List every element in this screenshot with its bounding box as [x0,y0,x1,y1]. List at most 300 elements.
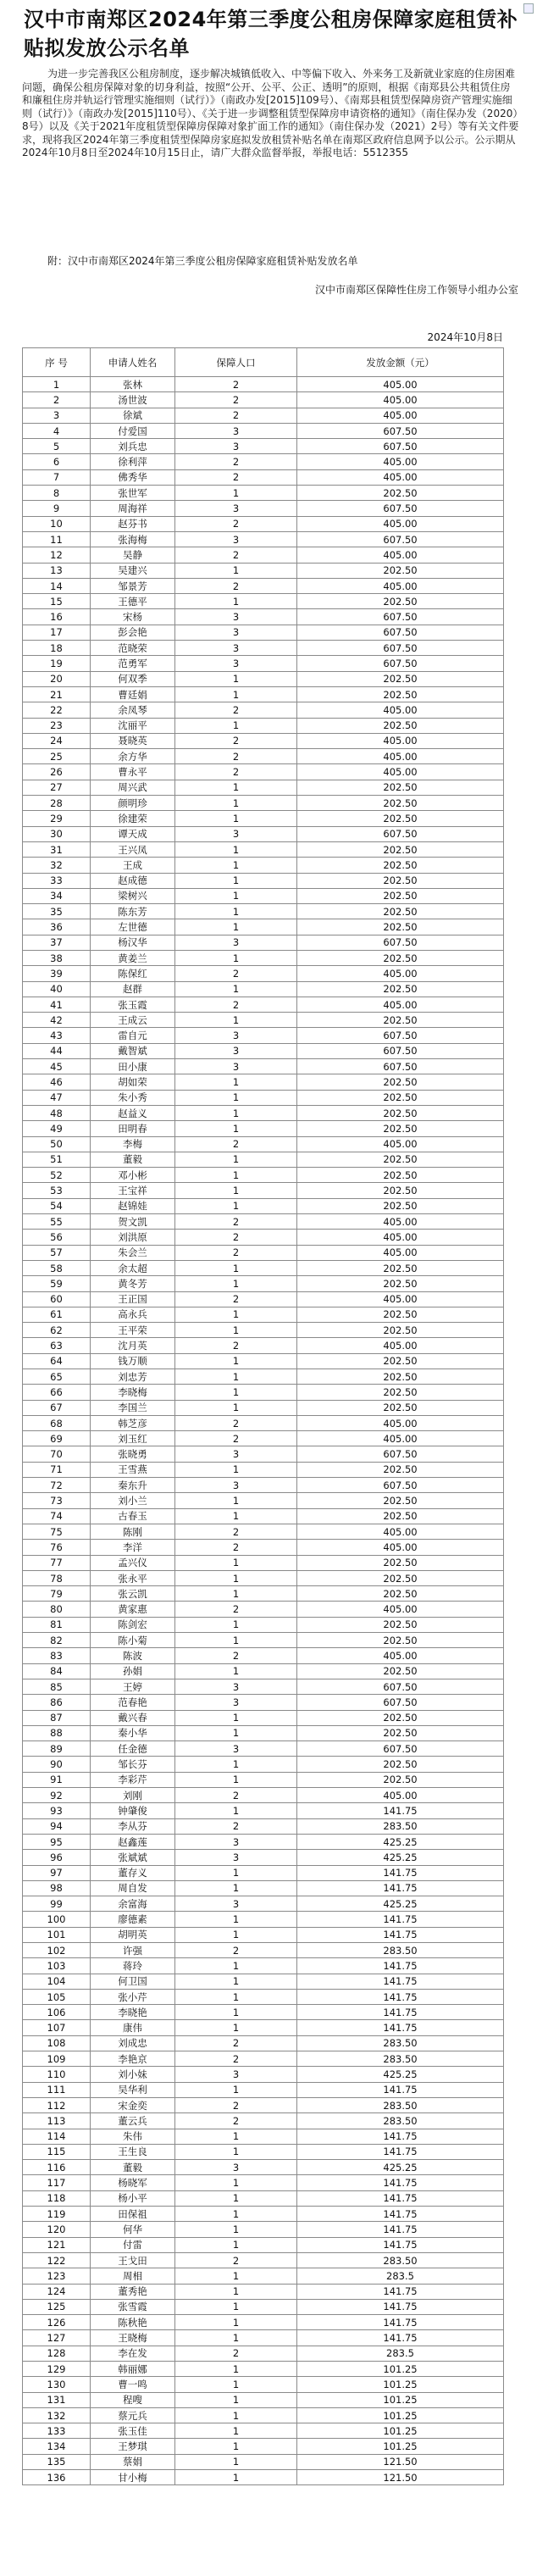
table-row [23,1648,504,1663]
cell-amount: 101.25 [297,2362,504,2377]
cell-name: 王戈田 [91,2252,175,2268]
cell-name: 朱伟 [91,2129,175,2144]
table-row [23,2362,504,2377]
cell-amount: 141.75 [297,2299,504,2314]
cell-amount: 405.00 [297,1602,504,1617]
table-row [23,1260,504,1275]
cell-seq: 44 [23,1043,91,1058]
cell-count: 1 [175,671,297,686]
cell-name: 周相 [91,2268,175,2284]
cell-name: 古春玉 [91,1508,175,1524]
cell-name: 黄冬芳 [91,1276,175,1291]
cell-seq: 64 [23,1353,91,1368]
cell-count: 1 [175,1183,297,1198]
table-row [23,1633,504,1648]
cell-seq: 3 [23,408,91,423]
table-row [23,1385,504,1400]
table-row [23,826,504,841]
cell-seq: 128 [23,2346,91,2361]
cell-amount: 607.50 [297,641,504,656]
cell-count: 2 [175,408,297,423]
cell-seq: 41 [23,997,91,1012]
cell-name: 张海梅 [91,531,175,547]
cell-count: 1 [175,2190,297,2206]
table-row [23,2020,504,2035]
cell-seq: 10 [23,516,91,531]
table-row [23,2470,504,2485]
cell-count: 1 [175,1927,297,1942]
cell-seq: 116 [23,2160,91,2175]
cell-amount: 141.75 [297,2129,504,2144]
cell-name: 王成云 [91,1013,175,1028]
cell-name: 吴静 [91,547,175,563]
cell-seq: 11 [23,531,91,547]
table-row [23,935,504,950]
cell-count: 2 [175,733,297,748]
table-row [23,2423,504,2439]
table-row [23,2284,504,2299]
cell-amount: 405.00 [297,1245,504,1260]
table-row [23,981,504,997]
table-row [23,764,504,780]
cell-count: 2 [175,469,297,485]
cell-seq: 84 [23,1663,91,1679]
cell-seq: 19 [23,656,91,671]
cell-name: 陈秋艳 [91,2315,175,2330]
cell-count: 1 [175,1633,297,1648]
table-row [23,609,504,625]
cell-name: 戴智斌 [91,1043,175,1058]
cell-count: 1 [175,1323,297,1338]
cell-count: 1 [175,2407,297,2423]
cell-seq: 117 [23,2175,91,2190]
cell-seq: 91 [23,1772,91,1787]
cell-seq: 73 [23,1493,91,1508]
table-row [23,1028,504,1043]
cell-count: 1 [175,1586,297,1602]
cell-seq: 88 [23,1725,91,1740]
cell-seq: 114 [23,2129,91,2144]
cell-name: 张玉佳 [91,2423,175,2439]
table-row [23,1168,504,1183]
cell-seq: 52 [23,1168,91,1183]
cell-seq: 101 [23,1927,91,1942]
cell-count: 1 [175,1958,297,1974]
cell-count: 1 [175,2439,297,2454]
table-row [23,594,504,609]
cell-count: 2 [175,1136,297,1152]
cell-seq: 53 [23,1183,91,1198]
table-row [23,423,504,438]
table-row [23,2346,504,2361]
cell-name: 何卫国 [91,1974,175,1989]
cell-name: 黄姜兰 [91,950,175,965]
cell-amount: 202.50 [297,841,504,857]
cell-count: 2 [175,2346,297,2361]
cell-count: 3 [175,1446,297,1462]
table-row [23,1788,504,1803]
cell-name: 董秀艳 [91,2284,175,2299]
cell-count: 2 [175,516,297,531]
cell-amount: 202.50 [297,1353,504,1368]
cell-name: 余凤琴 [91,702,175,718]
cell-seq: 51 [23,1152,91,1167]
table-row [23,1415,504,1430]
table-row [23,408,504,423]
intro-paragraph: 为进一步完善我区公租房制度，逐步解决城镇低收入、中等偏下收入、外来务工及新就业家庭的住房困难问题，确保公租房保障对象的切身利益，按照“公开、公平、公正、透明”的原则，根据《南郑县公共租赁住房和廉租住房并轨运行管理实施细则（试行）》（南政办发[2015]109号）、《南郑县租赁型保障房资产管理实施细则（试行）》（南政办发[2015]110号）、《关于进一步调整租赁型保障房申请资格的通知》（南住保办发（2020）8号）以及《关于2021年度租赁型保障房保障对象扩面工作的通知》（南住保办发（2021）2号）等有关文件要求，现将我区2024年第三季度租赁型保障房家庭拟发放租赁补贴名单在南郑区政府信息网予以公示。公示期从2024年10月8日至2024年10月15日止，请广大群众监督举报，举报电话：5512355 [22,68,519,158]
cell-seq: 126 [23,2315,91,2330]
table-row [23,733,504,748]
cell-seq: 78 [23,1570,91,1585]
cell-name: 左世德 [91,919,175,935]
cell-name: 陈保红 [91,966,175,981]
cell-count: 1 [175,1772,297,1787]
cell-amount: 202.50 [297,1307,504,1322]
cell-seq: 134 [23,2439,91,2454]
cell-name: 谭天成 [91,826,175,841]
cell-name: 张小芹 [91,1989,175,2004]
cell-name: 朱会兰 [91,1245,175,1260]
cell-seq: 107 [23,2020,91,2035]
expand-icon[interactable] [523,3,534,14]
cell-seq: 18 [23,641,91,656]
cell-seq: 66 [23,1385,91,1400]
cell-name: 李梅 [91,1136,175,1152]
cell-count: 1 [175,1663,297,1679]
cell-name: 王正国 [91,1291,175,1307]
cell-count: 1 [175,1074,297,1090]
table-row [23,1570,504,1585]
cell-seq: 112 [23,2097,91,2112]
cell-amount: 405.00 [297,1788,504,1803]
cell-amount: 141.75 [297,1958,504,1974]
cell-amount: 405.00 [297,733,504,748]
cell-count: 1 [175,950,297,965]
cell-amount: 283.50 [297,2035,504,2051]
cell-name: 李晓艳 [91,2005,175,2020]
cell-name: 李在发 [91,2346,175,2361]
cell-count: 2 [175,1942,297,1957]
cell-seq: 113 [23,2113,91,2129]
cell-amount: 405.00 [297,454,504,469]
cell-name: 钱万顺 [91,1353,175,1368]
cell-amount: 202.50 [297,1508,504,1524]
cell-amount: 141.75 [297,1803,504,1818]
table-row [23,1880,504,1896]
cell-count: 2 [175,1338,297,1353]
cell-name: 付雷 [91,2237,175,2252]
cell-amount: 141.75 [297,2207,504,2222]
cell-name: 李国兰 [91,1400,175,1415]
table-row [23,873,504,888]
cell-seq: 30 [23,826,91,841]
table-row [23,1865,504,1880]
table-row [23,1338,504,1353]
cell-seq: 90 [23,1757,91,1772]
cell-amount: 607.50 [297,1695,504,1710]
cell-count: 1 [175,1090,297,1105]
cell-count: 1 [175,686,297,702]
cell-name: 杨小平 [91,2190,175,2206]
cell-amount: 202.50 [297,1663,504,1679]
cell-amount: 405.00 [297,1291,504,1307]
cell-count: 1 [175,2222,297,2237]
cell-count: 1 [175,919,297,935]
cell-seq: 61 [23,1307,91,1322]
table-row [23,1230,504,1245]
cell-amount: 607.50 [297,1478,504,1493]
cell-amount: 202.50 [297,1493,504,1508]
table-row [23,1059,504,1074]
cell-count: 2 [175,2097,297,2112]
cell-count: 3 [175,1896,297,1912]
cell-amount: 405.00 [297,469,504,485]
table-row [23,2377,504,2392]
cell-count: 3 [175,1741,297,1757]
cell-amount: 141.75 [297,1912,504,1927]
cell-name: 周自发 [91,1880,175,1896]
cell-seq: 98 [23,1880,91,1896]
table-row [23,780,504,795]
cell-count: 1 [175,1725,297,1740]
cell-seq: 92 [23,1788,91,1803]
cell-count: 1 [175,841,297,857]
cell-amount: 283.50 [297,2097,504,2112]
cell-name: 李从芬 [91,1818,175,1834]
table-row [23,811,504,826]
cell-name: 张林 [91,377,175,392]
cell-amount: 607.50 [297,1043,504,1058]
cell-name: 张世军 [91,486,175,501]
cell-amount: 405.00 [297,1524,504,1539]
cell-amount: 283.50 [297,1818,504,1834]
cell-amount: 283.50 [297,1942,504,1957]
cell-seq: 59 [23,1276,91,1291]
cell-count: 1 [175,2284,297,2299]
cell-seq: 1 [23,377,91,392]
table-row [23,1043,504,1058]
cell-seq: 115 [23,2144,91,2159]
cell-amount: 141.75 [297,2284,504,2299]
cell-amount: 141.75 [297,2020,504,2035]
cell-name: 范勇军 [91,656,175,671]
cell-seq: 69 [23,1431,91,1446]
cell-amount: 607.50 [297,625,504,640]
cell-amount: 202.50 [297,718,504,733]
cell-name: 周海祥 [91,501,175,516]
cell-name: 王成 [91,858,175,873]
table-row [23,516,504,531]
cell-name: 王宝祥 [91,1183,175,1198]
cell-name: 王晓梅 [91,2330,175,2346]
table-row [23,439,504,454]
cell-seq: 9 [23,501,91,516]
table-row [23,2252,504,2268]
cell-count: 1 [175,2207,297,2222]
cell-amount: 202.50 [297,1260,504,1275]
cell-count: 1 [175,2470,297,2485]
cell-seq: 36 [23,919,91,935]
cell-seq: 6 [23,454,91,469]
table-row [23,671,504,686]
cell-amount: 202.50 [297,1276,504,1291]
cell-count: 1 [175,1276,297,1291]
cell-seq: 111 [23,2082,91,2097]
cell-count: 2 [175,764,297,780]
cell-name: 邹长芬 [91,1757,175,1772]
cell-name: 沈丽平 [91,718,175,733]
cell-seq: 83 [23,1648,91,1663]
cell-amount: 202.50 [297,780,504,795]
cell-seq: 56 [23,1230,91,1245]
cell-seq: 16 [23,609,91,625]
cell-count: 1 [175,2237,297,2252]
table-row [23,2207,504,2222]
table-row [23,1508,504,1524]
cell-name: 张晓勇 [91,1446,175,1462]
cell-seq: 103 [23,1958,91,1974]
cell-seq: 71 [23,1462,91,1477]
cell-amount: 141.75 [297,2237,504,2252]
cell-name: 王兴凤 [91,841,175,857]
table-row [23,1586,504,1602]
table-row [23,686,504,702]
cell-seq: 121 [23,2237,91,2252]
cell-seq: 33 [23,873,91,888]
cell-count: 1 [175,2454,297,2469]
table-row [23,1462,504,1477]
cell-name: 何华 [91,2222,175,2237]
table-row [23,2129,504,2144]
cell-count: 1 [175,1912,297,1927]
cell-name: 王平荣 [91,1323,175,1338]
cell-name: 程嗖 [91,2392,175,2407]
table-row [23,1245,504,1260]
table-row [23,392,504,408]
cell-count: 3 [175,826,297,841]
cell-amount: 202.50 [297,1168,504,1183]
cell-amount: 405.00 [297,392,504,408]
cell-seq: 48 [23,1105,91,1120]
cell-amount: 202.50 [297,1555,504,1570]
cell-name: 梁树兴 [91,888,175,903]
table-row [23,454,504,469]
cell-count: 2 [175,1214,297,1230]
cell-seq: 136 [23,2470,91,2485]
cell-seq: 60 [23,1291,91,1307]
cell-name: 贺文凯 [91,1214,175,1230]
cell-count: 1 [175,2268,297,2284]
cell-seq: 110 [23,2067,91,2082]
cell-count: 3 [175,609,297,625]
cell-seq: 95 [23,1834,91,1849]
cell-name: 张玉霞 [91,997,175,1012]
cell-count: 1 [175,2423,297,2439]
cell-amount: 202.50 [297,796,504,811]
cell-amount: 405.00 [297,408,504,423]
table-row [23,2439,504,2454]
cell-count: 2 [175,2113,297,2129]
cell-amount: 202.50 [297,1400,504,1415]
cell-name: 王生良 [91,2144,175,2159]
cell-name: 张永平 [91,1570,175,1585]
cell-seq: 63 [23,1338,91,1353]
table-row [23,2407,504,2423]
cell-count: 1 [175,2082,297,2097]
cell-name: 刘小妹 [91,2067,175,2082]
cell-count: 1 [175,1121,297,1136]
cell-count: 2 [175,1818,297,1834]
cell-seq: 81 [23,1617,91,1632]
cell-count: 2 [175,2051,297,2067]
cell-amount: 202.50 [297,1323,504,1338]
cell-count: 3 [175,935,297,950]
cell-name: 蔡娟 [91,2454,175,2469]
cell-name: 蒋玲 [91,1958,175,1974]
cell-count: 3 [175,531,297,547]
cell-seq: 26 [23,764,91,780]
table-row [23,2299,504,2314]
table-row [23,2160,504,2175]
cell-amount: 607.50 [297,826,504,841]
table-row [23,841,504,857]
cell-amount: 121.50 [297,2470,504,2485]
cell-count: 1 [175,1152,297,1167]
table-row [23,1369,504,1385]
cell-seq: 87 [23,1710,91,1725]
cell-seq: 79 [23,1586,91,1602]
table-row [23,2113,504,2129]
cell-seq: 62 [23,1323,91,1338]
cell-amount: 405.00 [297,1648,504,1663]
cell-amount: 141.75 [297,1927,504,1942]
cell-name: 陈刚 [91,1524,175,1539]
cell-name: 赵鑫莲 [91,1834,175,1849]
cell-count: 3 [175,1478,297,1493]
cell-seq: 34 [23,888,91,903]
cell-name: 赵锦娃 [91,1198,175,1213]
cell-count: 2 [175,966,297,981]
subsidy-table [22,347,504,2485]
table-row [23,1695,504,1710]
cell-name: 刘洪原 [91,1230,175,1245]
cell-count: 1 [175,1369,297,1385]
cell-amount: 202.50 [297,904,504,919]
cell-seq: 131 [23,2392,91,2407]
cell-seq: 49 [23,1121,91,1136]
cell-seq: 135 [23,2454,91,2469]
cell-name: 杨汉华 [91,935,175,950]
table-row [23,1850,504,1865]
cell-name: 宋杨 [91,609,175,625]
table-row [23,1431,504,1446]
cell-name: 刘刚 [91,1788,175,1803]
cell-amount: 405.00 [297,966,504,981]
cell-amount: 202.50 [297,1090,504,1105]
cell-seq: 96 [23,1850,91,1865]
cell-seq: 32 [23,858,91,873]
cell-amount: 202.50 [297,686,504,702]
cell-name: 王梦琪 [91,2439,175,2454]
cell-amount: 141.75 [297,1974,504,1989]
cell-seq: 13 [23,563,91,578]
table-row [23,749,504,764]
cell-name: 李彩芹 [91,1772,175,1787]
cell-seq: 27 [23,780,91,795]
cell-amount: 121.50 [297,2454,504,2469]
cell-name: 余太超 [91,1260,175,1275]
table-row [23,1818,504,1834]
